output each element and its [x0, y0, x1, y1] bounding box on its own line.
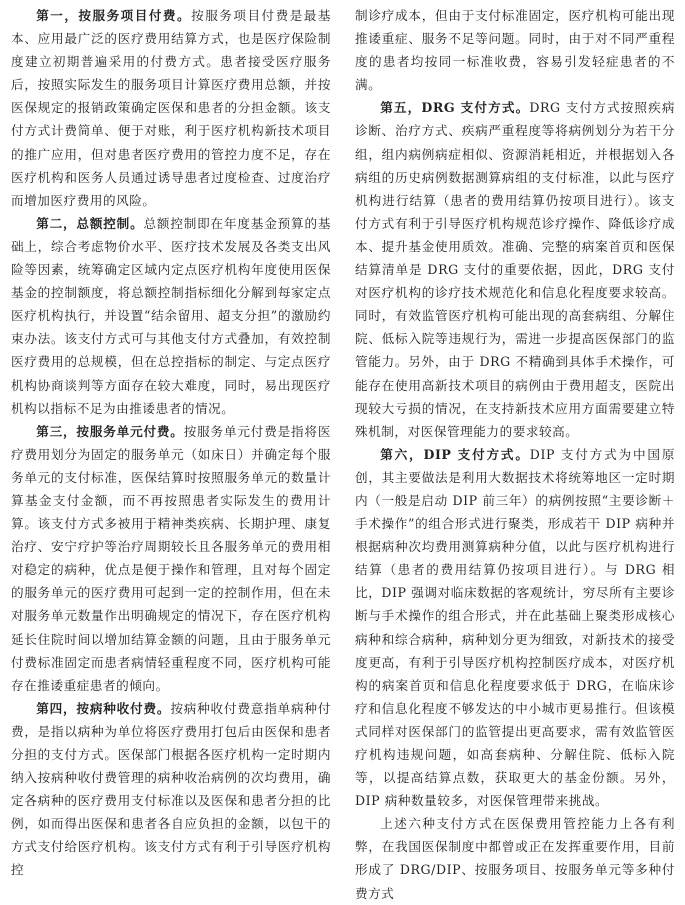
body-service-unit: 按服务单元付费是指将医疗费用划分为固定的服务单元（如床日）并确定每个服务单元的支付标准，医保结算时按照服务单元的数量计算基金支付金额，而不再按照患者实际发生的费用计算。该支付方式多被用于精神类疾病、长期护理、康复治疗、安宁疗护等治疗周期较长且各服务单元的费用相对稳定的病种，优点是便于操作和管理，且对每个固定的服务单元的医疗费用可起到一定的控制作用，但在未对服务单元数量作出明确规定的情况下，存在医疗机构延长住院时间以增加结算金额的问题，且由于服务单元付费标准固定而患者病情轻重程度不同，医疗机构可能存在推诿重症患者的倾向。	[11, 423, 331, 693]
paragraph-fee-for-service	[11, 4, 331, 212]
body-dip: DIP 支付方式为中国原创，其主要做法是利用大数据技术将统筹地区一定时期内（一般是启动 DIP 前三年）的病例按照“主要诊断＋手术操作”的组合形式进行聚类，形成若干 DIP 病种并根据病种次均费用测算病种分值，以此与医疗机构进行结算（患者的费用结算仍按项目进行）。与 DRG 相比，DIP 强调对临床数据的客观统计，穷尽所有主要诊断与手术操作的组合形式，并在此基础上聚类形成核心病种和综合病种，病种划分更为细致，对新技术的接受度更高，有利于引导医疗机构控制医疗成本，对医疗机构的病案首页和信息化程度要求低于 DRG，在临床诊疗和信息化程度不够发达的中小城市更易推行。但该模式同样对医保部门的监管提出更高要求，需有效监管医疗机构违规问题，如高套病种、分解住院、低标入院等，以提高结算点数，获取更大的基金份额。另外，DIP 病种数量较多，对医保管理带来挑战。	[355, 446, 675, 809]
heading-service-unit: 第三，按服务单元付费。	[36, 423, 184, 439]
heading-global-budget: 第二，总额控制。	[36, 215, 144, 231]
heading-drg: 第五，DRG 支付方式。	[380, 100, 530, 116]
paragraph-drg	[355, 96, 675, 442]
heading-dip: 第六，DIP 支付方式。	[380, 446, 530, 462]
left-column	[11, 4, 332, 878]
paragraph-single-disease	[11, 697, 331, 882]
body-global-budget: 总额控制即在年度基金预算的基础上，综合考虑物价水平、医疗技术发展及各类支出风险等因素，统筹确定区域内定点医疗机构年度使用医保基金的控制额度，将总额控制指标细化分解到每家定点医疗机构执行，并设置“结余留用、超支分担”的激励约束办法。该支付方式可与其他支付方式叠加，有效控制医疗费用的总规模，但在总控指标的制定、与定点医疗机构协商谈判等方面存在较大难度，同时，易出现医疗机构以指标不足为由推诿患者的情况。	[11, 215, 332, 416]
paragraph-summary	[355, 812, 675, 904]
heading-fee-for-service: 第一，按服务项目付费。	[36, 8, 192, 23]
body-single-disease: 按病种收付费意指单病种付费，是指以病种为单位将医疗费用打包后由医保和患者分担的支付方式。医保部门根据各医疗机构一定时期内纳入按病种收付费管理的病种收治病例的次均费用，确定各病种的医疗费用支付标准以及医保和患者分担的比例，如而得出医保和患者各自应负担的金额，以包干的方式支付给医疗机构。该支付方式有利于引导医疗机构控	[11, 700, 331, 878]
paragraph-single-disease-continued	[355, 4, 675, 96]
body-drg: DRG 支付方式按照疾病诊断、治疗方式、疾病严重程度等将病例划分为若干分组，组内病例病症相似、资源消耗相近，并根据划入各病组的历史病例数据测算病组的支付标准，以此与医疗机构进行结算（患者的费用结算仍按项目进行）。该支付方式有利于引导医疗机构规范诊疗操作、降低诊疗成本、提升基金使用质效。准确、完整的病案首页和医保结算清单是 DRG 支付的重要依据，因此，DRG 支付对医疗机构的诊疗技术规范化和信息化程度要求较高。同时，有效监管医疗机构可能出现的高套病组、分解住院、低标入院等违规行为，需进一步提高医保部门的监管能力。另外，由于 DRG 不精确到具体手术操作，可能存在使用高新技术项目的病例由于费用超支，医院出现较大亏损的情况，在支持新技术应用方面需要建立特殊机制，对医保管理能力的要求较高。	[355, 100, 675, 439]
body-single-disease-continued: 制诊疗成本，但由于支付标准固定，医疗机构可能出现推诿重症、服务不足等问题。同时，由于对不同严重程度的患者均按同一标准收费，容易引发轻症患者的不满。	[355, 8, 675, 93]
heading-single-disease: 第四，按病种收付费。	[36, 700, 171, 716]
body-fee-for-service: 按服务项目付费是最基本、应用最广泛的医疗费用结算方式，也是医疗保险制度建立初期普遍采用的付费方式。患者接受医疗服务后，按照实际发生的服务项目计算医疗费用总额，并按医保规定的报销政策确定医保和患者的分担金额。该支付方式计费简单、便于对账，利于医疗机构新技术项目的推广应用，但对患者医疗费用的管控力度不足，存在医疗机构和医务人员通过诱导患者过度检查、过度治疗而增加医疗费用的风险。	[11, 8, 331, 208]
paragraph-service-unit	[11, 420, 331, 697]
body-summary: 上述六种支付方式在医保费用管控能力上各有利弊，在我国医保制度中都曾或正在发挥重要作用，目前形成了 DRG/DIP、按服务项目、按服务单元等多种付费方式	[355, 816, 675, 901]
right-column	[355, 4, 675, 901]
paragraph-global-budget	[11, 212, 331, 420]
paragraph-dip	[355, 443, 675, 813]
